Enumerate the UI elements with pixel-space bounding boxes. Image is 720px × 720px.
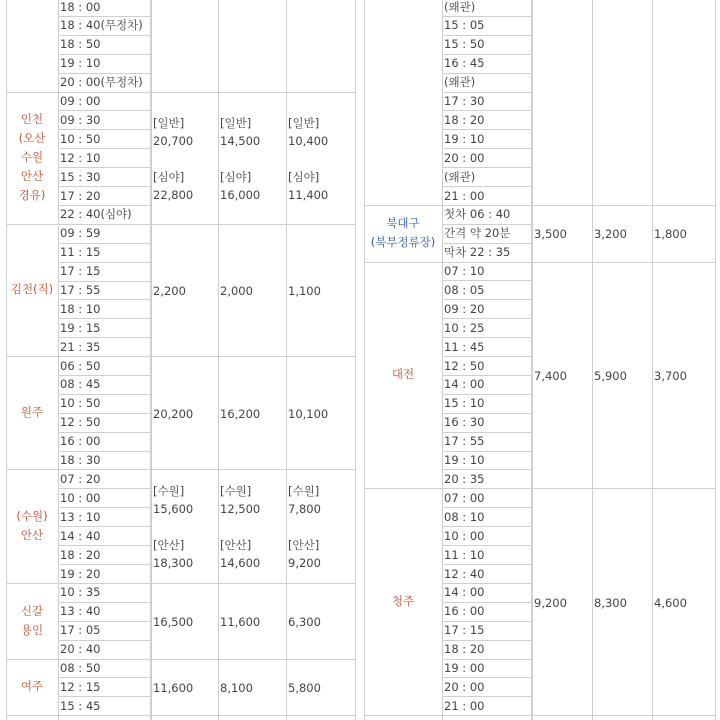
departure-time: 18 : 50 bbox=[60, 37, 101, 51]
departure-time: 18 : 20 bbox=[60, 548, 101, 562]
departure-time: 08 : 45 bbox=[60, 377, 101, 391]
departure-time: 18 : 00 bbox=[60, 0, 101, 14]
left-timetable bbox=[6, 0, 356, 720]
grid-line bbox=[364, 488, 716, 489]
departure-time: 15 : 05 bbox=[444, 18, 485, 32]
departure-time: 16 : 00 bbox=[444, 604, 485, 618]
grid-line bbox=[531, 0, 532, 720]
fare-youth: 8,100 bbox=[220, 681, 253, 695]
fare-adult: 20,200 bbox=[153, 407, 194, 421]
fare-youth: [일반] 14,500 [심야] 16,000 bbox=[220, 116, 261, 202]
departure-time: 10 : 50 bbox=[60, 396, 101, 410]
departure-time: 07 : 20 bbox=[60, 472, 101, 486]
departure-time: 14 : 40 bbox=[60, 529, 101, 543]
departure-time: 17 : 55 bbox=[60, 283, 101, 297]
fare-child: [수원] 7,800 [안산] 9,200 bbox=[288, 484, 321, 570]
fare-youth: 3,200 bbox=[594, 227, 627, 241]
departure-time: 18 : 20 bbox=[444, 113, 485, 127]
fare-youth: 2,000 bbox=[220, 284, 253, 298]
departure-time: 17 : 20 bbox=[60, 189, 101, 203]
departure-time: 18 : 20 bbox=[444, 642, 485, 656]
departure-time: 19 : 10 bbox=[444, 453, 485, 467]
departure-time: 16 : 30 bbox=[444, 415, 485, 429]
fare-adult: [수원] 15,600 [안산] 18,300 bbox=[153, 484, 194, 570]
departure-time: 19 : 00 bbox=[444, 661, 485, 675]
grid-line bbox=[151, 0, 152, 720]
departure-time: 20 : 00 bbox=[444, 680, 485, 694]
fare-child: 1,100 bbox=[288, 284, 321, 298]
fare-adult: 3,500 bbox=[534, 227, 567, 241]
fare-youth: 5,900 bbox=[594, 369, 627, 383]
destination-name: 김천(직) bbox=[10, 282, 54, 296]
destination-name: 청주 bbox=[391, 594, 415, 608]
departure-time: (왜관) bbox=[444, 75, 476, 89]
grid-line bbox=[58, 0, 59, 720]
departure-time: 19 : 20 bbox=[60, 567, 101, 581]
departure-time: 20 : 40 bbox=[60, 642, 101, 656]
departure-time: 11 : 10 bbox=[444, 548, 485, 562]
fare-adult: 11,600 bbox=[153, 681, 194, 695]
departure-time: 11 : 15 bbox=[60, 245, 101, 259]
departure-time: 07 : 00 bbox=[444, 491, 485, 505]
departure-time: 10 : 35 bbox=[60, 585, 101, 599]
fare-youth: 16,200 bbox=[220, 407, 261, 421]
departure-time: 17 : 30 bbox=[444, 94, 485, 108]
grid-line bbox=[364, 715, 716, 716]
grid-line bbox=[286, 0, 287, 720]
departure-time: 19 : 15 bbox=[60, 321, 101, 335]
grid-line bbox=[355, 0, 356, 720]
departure-time: 12 : 50 bbox=[444, 359, 485, 373]
departure-time: 21 : 35 bbox=[60, 340, 101, 354]
grid-line bbox=[442, 0, 443, 720]
departure-time: 14 : 00 bbox=[444, 585, 485, 599]
destination-name: (수원) 안산 bbox=[16, 509, 48, 542]
destination-name: 인천 (오산 수원 안산 경유) bbox=[18, 112, 46, 202]
departure-time: 첫차 06 : 40 bbox=[444, 207, 511, 221]
departure-time: 19 : 10 bbox=[444, 132, 485, 146]
departure-time: (왜관) bbox=[444, 0, 476, 14]
departure-time: 18 : 40(무정차) bbox=[60, 18, 143, 32]
departure-time: 20 : 35 bbox=[444, 472, 485, 486]
grid-line bbox=[592, 0, 593, 720]
departure-time: 12 : 15 bbox=[60, 680, 101, 694]
fare-youth: 11,600 bbox=[220, 615, 261, 629]
departure-time: 10 : 00 bbox=[60, 491, 101, 505]
departure-time: 10 : 50 bbox=[60, 132, 101, 146]
fare-youth: 8,300 bbox=[594, 596, 627, 610]
departure-time: 06 : 50 bbox=[60, 359, 101, 373]
departure-time: 19 : 10 bbox=[60, 56, 101, 70]
departure-time: 막차 22 : 35 bbox=[444, 245, 511, 259]
fare-adult: [일반] 20,700 [심야] 22,800 bbox=[153, 116, 194, 202]
departure-time: 11 : 45 bbox=[444, 340, 485, 354]
departure-time: 14 : 00 bbox=[444, 377, 485, 391]
departure-time: 간격 약 20분 bbox=[444, 226, 511, 240]
right-timetable bbox=[364, 0, 716, 720]
grid-line bbox=[364, 262, 716, 263]
fare-child: [일반] 10,400 [심야] 11,400 bbox=[288, 116, 329, 202]
departure-time: 21 : 00 bbox=[444, 699, 485, 713]
destination-name: 여주 bbox=[20, 679, 44, 693]
departure-time: 18 : 30 bbox=[60, 453, 101, 467]
departure-time: 08 : 10 bbox=[444, 510, 485, 524]
departure-time: 09 : 30 bbox=[60, 113, 101, 127]
grid-line bbox=[652, 0, 653, 720]
destination-name: 북대구 (북부정류장) bbox=[370, 216, 436, 249]
departure-time: 15 : 45 bbox=[60, 699, 101, 713]
departure-time: 17 : 55 bbox=[444, 434, 485, 448]
departure-time: 09 : 59 bbox=[60, 226, 101, 240]
departure-time: 10 : 25 bbox=[444, 321, 485, 335]
destination-name: 원주 bbox=[20, 405, 44, 419]
departure-time: (왜관) bbox=[444, 170, 476, 184]
departure-time: 15 : 10 bbox=[444, 396, 485, 410]
departure-time: 17 : 15 bbox=[444, 623, 485, 637]
departure-time: 18 : 10 bbox=[60, 302, 101, 316]
departure-time: 08 : 05 bbox=[444, 283, 485, 297]
fare-child: 10,100 bbox=[288, 407, 329, 421]
grid-line bbox=[150, 0, 151, 720]
departure-time: 09 : 00 bbox=[60, 94, 101, 108]
departure-time: 12 : 40 bbox=[444, 567, 485, 581]
departure-time: 13 : 10 bbox=[60, 510, 101, 524]
grid-line bbox=[6, 0, 7, 720]
departure-time: 10 : 00 bbox=[444, 529, 485, 543]
grid-line bbox=[715, 0, 716, 720]
fare-adult: 16,500 bbox=[153, 615, 194, 629]
fare-adult: 7,400 bbox=[534, 369, 567, 383]
fare-child: 4,600 bbox=[654, 596, 687, 610]
fare-child: 5,800 bbox=[288, 681, 321, 695]
grid-line bbox=[364, 205, 716, 206]
fare-child: 6,300 bbox=[288, 615, 321, 629]
destination-name: 대전 bbox=[391, 367, 415, 381]
grid-line bbox=[532, 0, 533, 720]
departure-time: 09 : 20 bbox=[444, 302, 485, 316]
destination-name: 신갈 용인 bbox=[20, 604, 44, 637]
departure-time: 17 : 05 bbox=[60, 623, 101, 637]
fare-child: 3,700 bbox=[654, 369, 687, 383]
grid-line bbox=[218, 0, 219, 720]
departure-time: 16 : 00 bbox=[60, 434, 101, 448]
departure-time: 12 : 50 bbox=[60, 415, 101, 429]
grid-line bbox=[364, 0, 365, 720]
departure-time: 13 : 40 bbox=[60, 604, 101, 618]
departure-time: 20 : 00 bbox=[444, 151, 485, 165]
departure-time: 15 : 30 bbox=[60, 170, 101, 184]
departure-time: 20 : 00(무정차) bbox=[60, 75, 143, 89]
departure-time: 15 : 50 bbox=[444, 37, 485, 51]
departure-time: 08 : 50 bbox=[60, 661, 101, 675]
departure-time: 22 : 40(심야) bbox=[60, 207, 132, 221]
departure-time: 07 : 10 bbox=[444, 264, 485, 278]
departure-time: 16 : 45 bbox=[444, 56, 485, 70]
departure-time: 21 : 00 bbox=[444, 189, 485, 203]
fare-youth: [수원] 12,500 [안산] 14,600 bbox=[220, 484, 261, 570]
departure-time: 17 : 15 bbox=[60, 264, 101, 278]
fare-child: 1,800 bbox=[654, 227, 687, 241]
fare-adult: 2,200 bbox=[153, 284, 186, 298]
departure-time: 12 : 10 bbox=[60, 151, 101, 165]
fare-adult: 9,200 bbox=[534, 596, 567, 610]
